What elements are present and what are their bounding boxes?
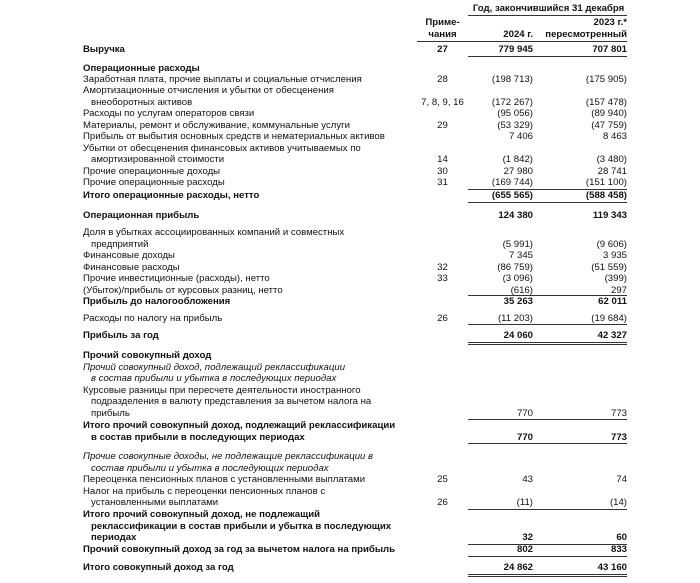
- value-2024: (1 842): [502, 154, 533, 165]
- row-label: Выручка: [83, 44, 125, 55]
- row-label: Финансовые расходы: [83, 261, 180, 273]
- value-2023: (19 684): [591, 313, 627, 324]
- row-label-line2: в состав прибыли и убытка в последующих периодах: [91, 373, 337, 384]
- row-label: Прочие операционные доходы: [83, 165, 221, 177]
- value-2023: (9 606): [596, 238, 627, 250]
- row-label: Прочие операционные расходы: [83, 177, 225, 188]
- header-rule-period: [468, 15, 627, 16]
- value-2024: (5 991): [502, 238, 533, 250]
- row-label: Расходы по услугам операторов связи: [83, 108, 255, 119]
- row-label: Материалы, ремонт и обслуживание, коммунальные услуги: [83, 119, 351, 131]
- row-label-line2: реклассификации в состав прибыли и убытка в последующих: [91, 520, 392, 532]
- value-2024: 802: [516, 544, 533, 555]
- value-2023: 60: [616, 532, 627, 543]
- value-2024: 27 980: [503, 165, 533, 177]
- row-label: Заработная плата, прочие выплаты и социальные отчисления: [83, 74, 362, 85]
- value-2023: 297: [610, 284, 627, 296]
- value-2023: 28 741: [597, 165, 627, 177]
- value-2023: 773: [610, 407, 627, 419]
- value-2023: (89 940): [591, 108, 627, 119]
- value-2023: 773: [610, 431, 627, 443]
- row-label-line1: Прочие совокупные доходы, не подлежащие реклассификации в: [83, 451, 374, 462]
- row-label-line1: Убытки от обесценения финансовых активов учитываемых по: [83, 142, 361, 154]
- row-label: Операционная прибыль: [83, 210, 200, 221]
- value-2023: (588 458): [585, 190, 627, 201]
- period-header: Год, закончившийся 31 декабря: [472, 3, 625, 14]
- row-label: Операционные расходы: [83, 63, 200, 74]
- rule-revenue: [468, 56, 627, 57]
- value-2024: (11 203): [497, 313, 533, 324]
- row-label: [83, 451, 413, 474]
- row-label-line1: Итого прочий совокупный доход, не подлежащий: [83, 509, 321, 520]
- row-label: (Убыток)/прибыль от курсовых разниц, нетто: [83, 284, 283, 296]
- row-label: [83, 362, 413, 385]
- row-label: Итого совокупный доход за год: [83, 562, 234, 573]
- value-2024: (11): [516, 497, 533, 508]
- row-note: 32: [437, 261, 448, 273]
- rule-oci-total: [468, 556, 627, 557]
- row-note: 26: [437, 497, 448, 508]
- row-label-line1: Курсовые разницы при пересчете деятельности иностранного: [83, 384, 361, 396]
- value-2023: 8 463: [602, 131, 627, 142]
- rule-pension-tax: [468, 509, 627, 510]
- row-note: 30: [437, 165, 448, 177]
- row-label-line2: состав прибыли и убытка в последующих периодах: [91, 462, 329, 474]
- row-label: Финансовые доходы: [83, 250, 175, 261]
- row-label: Прибыль от выбытия основных средств и нематериальных активов: [83, 131, 385, 142]
- value-2023: (157 478): [585, 96, 627, 108]
- row-note: 29: [437, 119, 448, 131]
- row-label-line2: установленными выплатами: [91, 497, 219, 508]
- value-2024: (86 759): [497, 261, 533, 273]
- col-2023-header-1: 2023 г.*: [593, 17, 627, 28]
- row-label-line3: периодах: [91, 532, 137, 543]
- row-note: 27: [437, 44, 448, 55]
- rule-fx: [468, 419, 627, 420]
- value-2024: (169 744): [491, 177, 533, 188]
- row-label-line1: Прочий совокупный доход, подлежащий реклассификации: [83, 361, 346, 373]
- value-2023: 833: [610, 544, 627, 555]
- row-note: 28: [437, 74, 448, 85]
- rule-oci-reclass: [468, 443, 627, 444]
- row-label-line2: внеоборотных активов: [91, 96, 193, 108]
- value-2023: 3 935: [602, 250, 627, 261]
- row-label-line2: амортизированной стоимости: [91, 154, 225, 165]
- row-label-line2: предприятий: [91, 238, 149, 250]
- rule-double-profit: [468, 342, 627, 345]
- value-2024: 35 263: [503, 296, 533, 307]
- row-label: [83, 143, 413, 166]
- row-label: Переоценка пенсионных планов с установленными выплатами: [83, 474, 366, 485]
- value-2023: 42 327: [597, 330, 627, 341]
- row-label-line2: в состав прибыли в последующих периодах: [91, 431, 305, 443]
- row-label: Прочий совокупный доход за год за вычетом налога на прибыль: [83, 544, 396, 555]
- value-2024: 43: [522, 474, 533, 485]
- col-2023-header-2: пересмотренный: [545, 29, 627, 40]
- row-note: 25: [437, 474, 448, 485]
- row-note: 7, 8, 9, 16: [421, 96, 464, 108]
- row-label-line1: Налог на прибыль с переоценки пенсионных планов с: [83, 485, 326, 497]
- value-2024: 7 345: [508, 250, 533, 261]
- value-2023: (399): [604, 273, 627, 284]
- row-label: Прибыль до налогообложения: [83, 296, 231, 307]
- value-2024: (655 565): [491, 190, 533, 201]
- rule-tax: [468, 324, 627, 325]
- row-label: [83, 420, 413, 443]
- row-label-line2: подразделения в валюту представления за вычетом налога на: [91, 396, 372, 407]
- value-2024: 779 945: [498, 44, 533, 55]
- value-2023: (14): [609, 497, 627, 508]
- row-label: [83, 385, 413, 420]
- value-2024: (616): [510, 284, 533, 296]
- rule-double-total: [468, 574, 627, 577]
- value-2024: (53 329): [497, 119, 533, 131]
- col-2024-header: 2024 г.: [503, 29, 533, 40]
- value-2024: 32: [522, 532, 533, 543]
- value-2024: 24 060: [503, 330, 533, 341]
- row-label: [83, 85, 413, 108]
- row-label: Прочие инвестиционные (расходы), нетто: [83, 273, 270, 284]
- row-label-line3: прибыль: [91, 407, 130, 419]
- value-2023: 74: [616, 474, 627, 485]
- value-2023: (151 100): [585, 177, 627, 188]
- row-label: Итого операционные расходы, нетто: [83, 190, 260, 201]
- row-note: 14: [437, 154, 448, 165]
- row-label-line1: Доля в убытках ассоциированных компаний и совместных: [83, 227, 345, 238]
- value-2023: (47 759): [591, 119, 627, 131]
- row-label-line1: Амортизационные отчисления и убытки от обесценения: [83, 85, 334, 96]
- header-rule: [417, 41, 627, 42]
- value-2024: (3 096): [502, 273, 533, 284]
- value-2023: 707 801: [592, 44, 627, 55]
- row-note: 33: [437, 273, 448, 284]
- row-label-line1: Итого прочий совокупный доход, подлежащий реклассификации: [83, 420, 396, 431]
- value-2023: 119 343: [592, 210, 627, 221]
- value-2023: 43 160: [597, 562, 627, 573]
- value-2024: (95 056): [497, 108, 533, 119]
- value-2023: (175 905): [585, 74, 627, 85]
- notes-header-1: Приме-: [425, 17, 460, 28]
- row-label: [83, 227, 413, 250]
- row-label: Прибыль за год: [83, 330, 159, 341]
- row-note: 26: [437, 313, 448, 324]
- value-2023: (3 480): [596, 154, 627, 165]
- row-label: Прочий совокупный доход: [83, 350, 212, 361]
- row-label: [83, 486, 413, 509]
- value-2024: 124 380: [498, 210, 533, 221]
- row-label: [83, 509, 413, 544]
- value-2024: 24 862: [503, 562, 533, 573]
- value-2024: 7 406: [508, 131, 533, 142]
- value-2024: (172 267): [491, 96, 533, 108]
- value-2024: (198 713): [491, 74, 533, 85]
- notes-header-2: чания: [428, 29, 457, 40]
- row-note: 31: [437, 177, 448, 188]
- value-2023: (51 559): [591, 261, 627, 273]
- row-label: Расходы по налогу на прибыль: [83, 313, 223, 324]
- value-2024: 770: [516, 407, 533, 419]
- rule-total-opex: [468, 202, 627, 203]
- value-2024: 770: [516, 431, 533, 443]
- value-2023: 62 011: [598, 296, 627, 307]
